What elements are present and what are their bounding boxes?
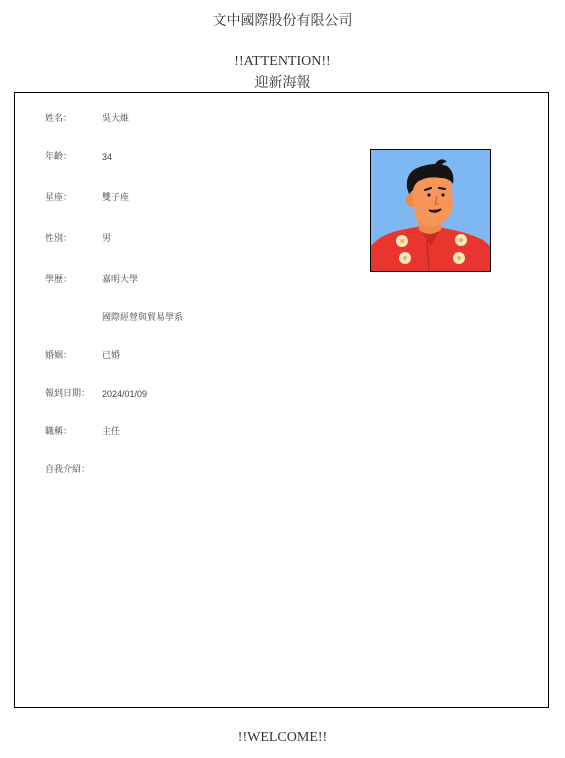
marital-label: 婚姻：: [45, 351, 73, 361]
poster-subtitle: 迎新海報: [254, 75, 311, 91]
intro-label: 自我介紹：: [45, 465, 91, 475]
poster-frame: [14, 92, 549, 708]
start-date-value: 2024/01/09: [102, 389, 148, 399]
gender-label: 性別：: [45, 234, 73, 244]
company-name: 文中國際股份有限公司: [212, 13, 353, 29]
department-value: 國際經營與貿易學系: [102, 313, 184, 323]
zodiac-value: 雙子座: [102, 193, 130, 203]
school-value: 嘉明大學: [102, 275, 139, 285]
education-label: 學歷：: [45, 275, 73, 285]
attention-heading: !!ATTENTION!!: [234, 54, 331, 69]
title-label: 職稱：: [45, 427, 73, 437]
name-value: 吳大維: [102, 114, 130, 124]
name-label: 姓名：: [45, 114, 73, 124]
start-date-label: 報到日期：: [45, 389, 91, 399]
welcome-footer: !!WELCOME!!: [237, 730, 328, 745]
title-value: 主任: [102, 427, 121, 437]
avatar-illustration-icon: [371, 150, 490, 271]
profile-photo: [370, 149, 491, 272]
age-value: 34: [102, 152, 113, 162]
marital-value: 已婚: [102, 351, 121, 361]
age-label: 年齡：: [45, 152, 73, 162]
gender-value: 男: [102, 234, 112, 244]
zodiac-label: 星座：: [45, 193, 73, 203]
